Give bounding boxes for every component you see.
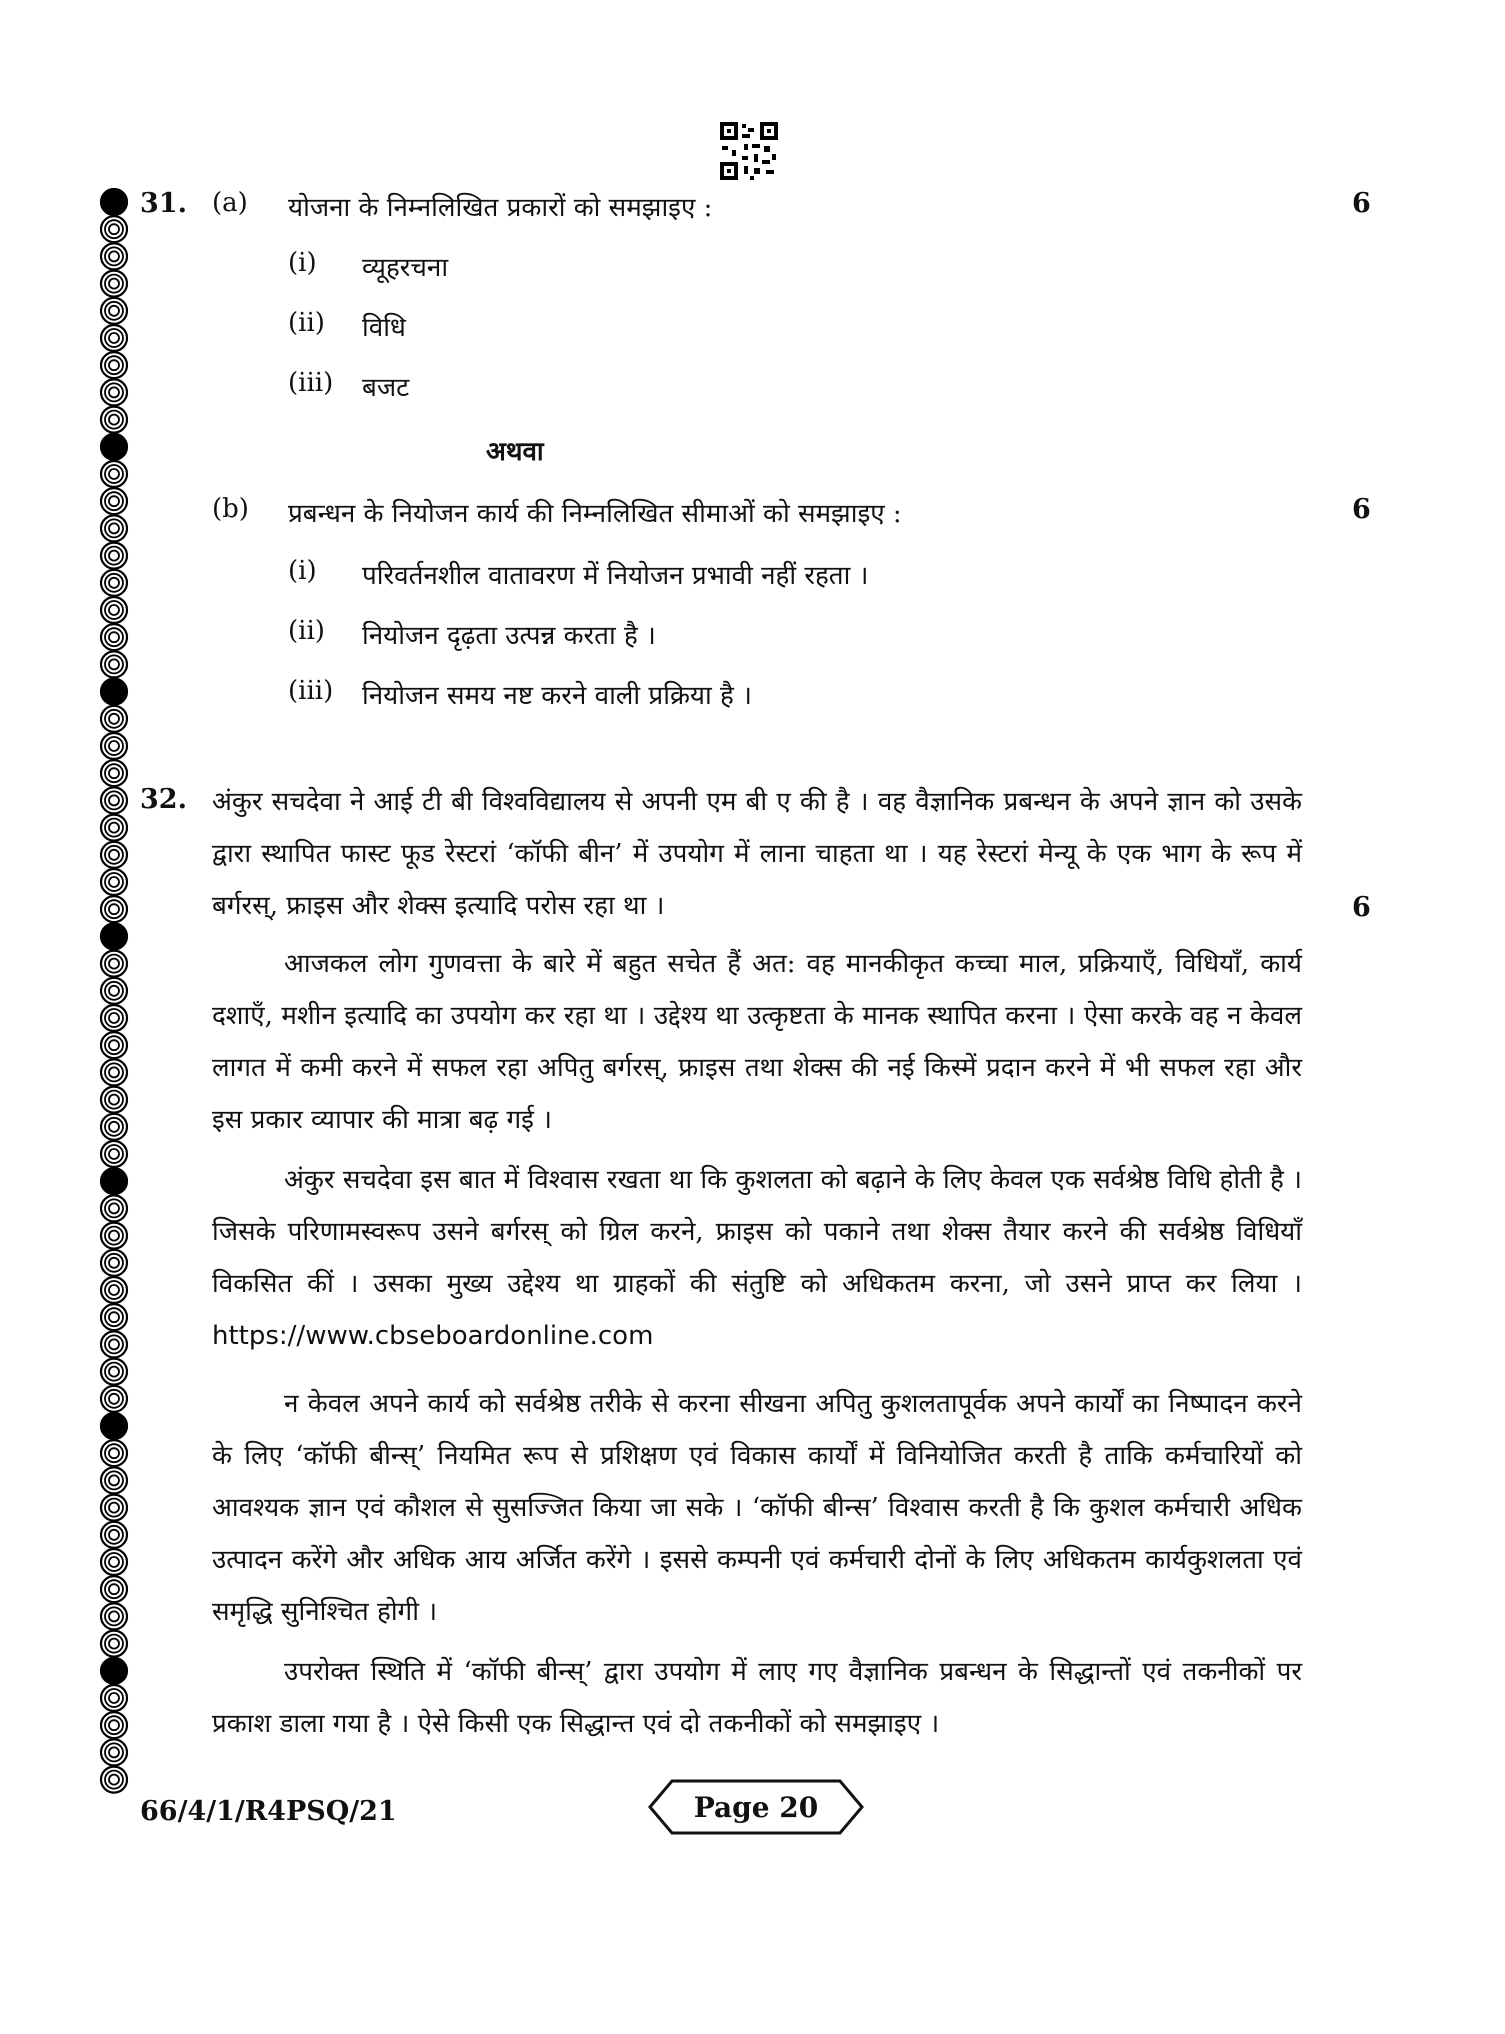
border-ring-inner (109, 1285, 119, 1295)
marks: 6 (1352, 188, 1371, 219)
item-label: (i) (288, 248, 317, 278)
item-label: (i) (288, 556, 317, 586)
item-label: (ii) (288, 616, 325, 646)
border-ring-inner (109, 768, 119, 778)
border-ring-inner (105, 1281, 123, 1299)
item-text: व्यूहरचना (362, 253, 449, 283)
border-ring-inner (105, 492, 123, 510)
item-text: परिवर्तनशील वातावरण में नियोजन प्रभावी नहीं रहता । (362, 561, 869, 591)
marks: 6 (1352, 892, 1371, 923)
border-ring-inner (105, 710, 123, 728)
border-ring-inner (105, 247, 123, 265)
border-ring-inner (105, 1254, 123, 1272)
or-divider: अथवा (486, 437, 544, 467)
border-ring-inner (109, 469, 119, 479)
case-paragraph-5: उपरोक्त स्थिति में ‘कॉफी बीन्स्’ द्वारा उपयोग में लाए गए वैज्ञानिक प्रबन्धन के सिद्धान्तों एवं तकनीकों पर प्रकाश डाला गया है । ऐसे किसी एक सिद्धान्त एवं दो तकनीकों को समझाइए । (212, 1657, 1302, 1739)
item-label: (ii) (288, 308, 325, 338)
border-ring-inner (105, 1689, 123, 1707)
border-ring-inner (109, 1013, 119, 1023)
item-text: विधि (362, 313, 406, 343)
border-ring-inner (109, 877, 119, 887)
border-ring-inner (109, 850, 119, 860)
border-ring-inner (109, 823, 119, 833)
border-ring (101, 434, 127, 460)
border-ring-inner (109, 659, 119, 669)
border-ring-inner (105, 846, 123, 864)
border-ring-inner (105, 873, 123, 891)
border-ring-inner (109, 1258, 119, 1268)
border-ring-inner (105, 1063, 123, 1081)
border-ring-inner (109, 224, 119, 234)
border-ring-inner (109, 360, 119, 370)
border-ring-inner (109, 1040, 119, 1050)
case-paragraph-3-text: अंकुर सचदेवा इस बात में विश्वास रखता था कि कुशलता को बढ़ाने के लिए केवल एक सर्वश्रेष्ठ विधि होती है । जिसके परिणामस्वरूप उसने बर्गरस् को ग्रिल करने, फ्राइस को पकाने तथा शेक्स तैयार करने की सर्वश्रेष्ठ विधियाँ विकसित कीं । उसका मुख्य उद्देश्य था ग्राहकों की संतुष्टि को अधिकतम करना, जो उसने प्राप्त कर लिया । (212, 1165, 1302, 1299)
border-ring-inner (105, 1471, 123, 1489)
question-text: योजना के निम्नलिखित प्रकारों को समझाइए : (288, 193, 713, 223)
border-ring-inner (109, 1231, 119, 1241)
part-label: (a) (212, 188, 248, 218)
border-ring-inner (109, 1775, 119, 1785)
border-ring-inner (109, 387, 119, 397)
border-ring-inner (109, 741, 119, 751)
border-ring-inner (105, 1363, 123, 1381)
border-ring-inner (105, 791, 123, 809)
border-ring-inner (105, 737, 123, 755)
border-ring-inner (105, 1118, 123, 1136)
border-ring-inner (109, 1122, 119, 1132)
border-ring-inner (105, 574, 123, 592)
border-ring-inner (109, 1448, 119, 1458)
border-ring-inner (105, 1526, 123, 1544)
border-ring-inner (105, 275, 123, 293)
border-ring-inner (109, 1095, 119, 1105)
decorative-border (96, 188, 132, 1818)
question-number: 31. (140, 188, 187, 219)
border-ring-inner (109, 1149, 119, 1159)
case-paragraph-4: न केवल अपने कार्य को सर्वश्रेष्ठ तरीके से करना सीखना अपितु कुशलतापूर्वक अपने कार्यों का निष्पादन करने के लिए ‘कॉफी बीन्स्’ नियमित रूप से प्रशिक्षण एवं विकास कार्यों में विनियोजित करती है ताकि कर्मचारियों को आवश्यक ज्ञान एवं कौशल से सुसज्जित किया जा सके । ‘कॉफी बीन्स’ विश्वास करती है कि कुशल कर्मचारी अधिक उत्पादन करेंगे और अधिक आय अर्जित करेंगे । इससे कम्पनी एवं कर्मचारी दोनों के लिए अधिकतम कार्यकुशलता एवं समृद्धि सुनिश्चित होगी । (212, 1389, 1302, 1627)
border-ring-inner (109, 1067, 119, 1077)
border-ring-inner (109, 605, 119, 615)
border-ring-inner (109, 333, 119, 343)
border-ring-inner (109, 1394, 119, 1404)
border-ring-inner (109, 496, 119, 506)
border-ring (101, 1413, 127, 1439)
border-ring-inner (105, 1771, 123, 1789)
border-ring-inner (105, 302, 123, 320)
border-ring-inner (105, 1009, 123, 1027)
border-ring-inner (105, 1091, 123, 1109)
border-ring-inner (109, 986, 119, 996)
border-ring (101, 1658, 127, 1684)
border-ring-inner (109, 714, 119, 724)
part-label: (b) (212, 494, 249, 524)
border-ring-inner (105, 519, 123, 537)
border-ring (101, 189, 127, 215)
border-ring-inner (109, 1339, 119, 1349)
border-ring-inner (105, 955, 123, 973)
border-ring-inner (109, 632, 119, 642)
border-ring-inner (109, 578, 119, 588)
border-ring-inner (109, 306, 119, 316)
border-ring-inner (105, 1444, 123, 1462)
border-ring-inner (109, 1584, 119, 1594)
qr-code (718, 120, 780, 182)
border-ring-inner (109, 904, 119, 914)
border-ring-inner (105, 1553, 123, 1571)
border-ring-inner (109, 279, 119, 289)
border-ring-inner (105, 764, 123, 782)
border-ring-inner (109, 1557, 119, 1567)
border-ring-inner (109, 1720, 119, 1730)
border-ring-inner (109, 551, 119, 561)
border-ring-inner (105, 1499, 123, 1517)
item-label: (iii) (288, 368, 334, 398)
border-ring-inner (105, 655, 123, 673)
border-ring-inner (105, 1743, 123, 1761)
case-paragraph-2: आजकल लोग गुणवत्ता के बारे में बहुत सचेत हैं अत: वह मानकीकृत कच्चा माल, प्रक्रियाएँ, विधियाँ, कार्य दशाएँ, मशीन इत्यादि का उपयोग कर रहा था । उद्देश्य था उत्कृष्टता के मानक स्थापित करना । ऐसा करके वह न केवल लागत में कमी करने में सफल रहा अपितु बर्गरस्, फ्राइस तथा शेक्स की नई किस्में प्रदान करने में भी सफल रहा और इस प्रकार व्यापार की मात्रा बढ़ गई । (212, 949, 1302, 1135)
border-ring-inner (105, 1580, 123, 1598)
border-ring-inner (109, 251, 119, 261)
border-ring-inner (105, 628, 123, 646)
border-ring (101, 1168, 127, 1194)
border-ring-inner (109, 1611, 119, 1621)
border-ring-inner (105, 1716, 123, 1734)
item-text: नियोजन समय नष्ट करने वाली प्रक्रिया है । (362, 681, 752, 711)
border-ring-inner (109, 959, 119, 969)
item-label: (iii) (288, 676, 334, 706)
border-ring-inner (109, 1203, 119, 1213)
question-number: 32. (140, 784, 187, 815)
border-ring (101, 923, 127, 949)
border-ring-inner (109, 1475, 119, 1485)
border-ring-inner (109, 795, 119, 805)
question-text: प्रबन्धन के नियोजन कार्य की निम्नलिखित सीमाओं को समझाइए : (288, 499, 902, 529)
border-ring-inner (105, 601, 123, 619)
border-ring-inner (105, 465, 123, 483)
border-ring-inner (109, 1693, 119, 1703)
border-ring-inner (105, 356, 123, 374)
border-ring-inner (109, 1367, 119, 1377)
border-ring-inner (109, 523, 119, 533)
item-text: नियोजन दृढ़ता उत्पन्न करता है । (362, 621, 656, 651)
case-paragraph-3 (212, 1154, 1302, 1362)
border-ring-inner (109, 1530, 119, 1540)
border-ring-inner (109, 415, 119, 425)
border-ring-inner (105, 1308, 123, 1326)
border-ring-inner (105, 1036, 123, 1054)
border-ring-inner (109, 1639, 119, 1649)
border-ring-inner (109, 1503, 119, 1513)
border-ring-inner (105, 1199, 123, 1217)
case-paragraph-1: अंकुर सचदेवा ने आई टी बी विश्वविद्यालय से अपनी एम बी ए की है । वह वैज्ञानिक प्रबन्धन के अपने ज्ञान को उसके द्वारा स्थापित फास्ट फूड रेस्टरां ‘कॉफी बीन’ में उपयोग में लाना चाहता था । यह रेस्टरां मेन्यू के एक भाग के रूप में बर्गरस्, फ्राइस और शेक्स इत्यादि परोस रहा था । (212, 787, 1302, 921)
border-ring-inner (105, 1145, 123, 1163)
border-ring-inner (105, 982, 123, 1000)
marks: 6 (1352, 494, 1371, 525)
page-number: Page 20 (693, 1790, 819, 1824)
border-ring-inner (105, 411, 123, 429)
border-ring-inner (105, 1227, 123, 1245)
border-ring-inner (105, 329, 123, 347)
border-ring-inner (109, 1312, 119, 1322)
border-ring-inner (105, 1607, 123, 1625)
source-url: https://www.cbseboardonline.com (212, 1321, 654, 1351)
border-ring-inner (105, 383, 123, 401)
border-ring (101, 679, 127, 705)
border-ring-inner (109, 1747, 119, 1757)
border-ring-inner (105, 1635, 123, 1653)
border-ring-inner (105, 220, 123, 238)
border-ring-inner (105, 547, 123, 565)
paper-code: 66/4/1/R4PSQ/21 (140, 1796, 397, 1827)
border-ring-inner (105, 900, 123, 918)
border-ring-inner (105, 819, 123, 837)
item-text: बजट (362, 373, 410, 403)
border-ring-inner (105, 1335, 123, 1353)
border-ring-inner (105, 1390, 123, 1408)
